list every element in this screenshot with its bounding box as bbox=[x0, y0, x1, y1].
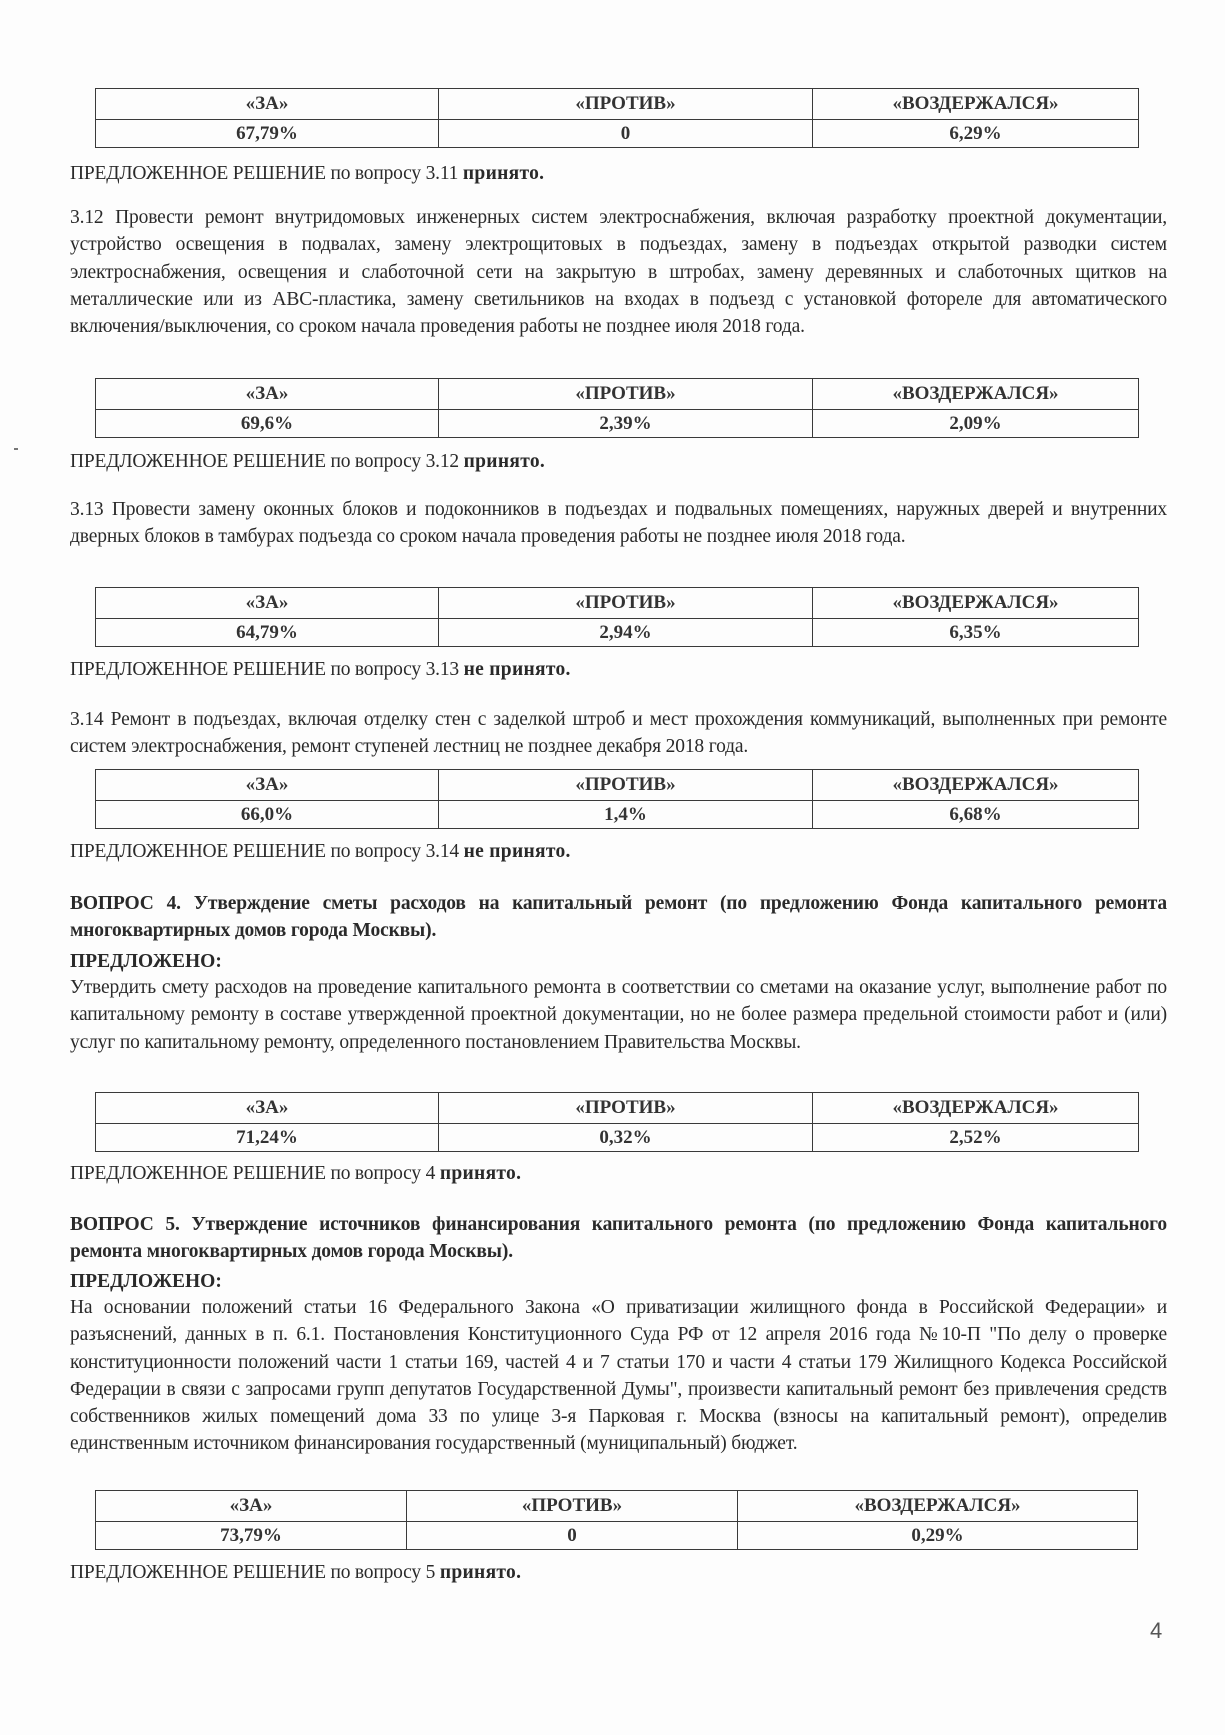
item-3-13-text: 3.13 Провести замену оконных блоков и подоконников в подъездах и подвальных помещениях, наружных дверей и внутренних дверных блоков в тамбурах подъезда со сроком начала проведения работы не позднее июля 2018 года. bbox=[70, 499, 1167, 548]
header-abstain: «ВОЗДЕРЖАЛСЯ» bbox=[738, 1491, 1138, 1522]
vote-against: 0 bbox=[439, 120, 813, 148]
question-4-proposed-label: ПРЕДЛОЖЕНО: bbox=[70, 951, 222, 972]
decision-5 bbox=[70, 1561, 521, 1585]
vote-table-4 bbox=[95, 1092, 1139, 1152]
vote-for: 66,0% bbox=[96, 801, 439, 829]
decision-prefix: ПРЕДЛОЖЕННОЕ РЕШЕНИЕ bbox=[70, 451, 326, 472]
decision-3-13 bbox=[70, 658, 571, 682]
question-4-title: ВОПРОС 4. Утверждение сметы расходов на капитальный ремонт (по предложению Фонда капитального ремонта многоквартирных домов города Москвы). bbox=[70, 893, 1167, 942]
question-4-text: Утвердить смету расходов на проведение капитального ремонта в соответствии со сметами на оказание услуг, выполнение работ по капитальному ремонту в составе утвержденной проектной документации, но не более размера предельной стоимости работ и (или) услуг по капитальному ремонту, определенного постановлением Правительства Москвы. bbox=[70, 977, 1167, 1053]
decision-prefix: ПРЕДЛОЖЕННОЕ РЕШЕНИЕ bbox=[70, 163, 326, 184]
header-for: «ЗА» bbox=[96, 588, 439, 619]
decision-3-11 bbox=[70, 162, 544, 186]
vote-against: 0 bbox=[407, 1522, 738, 1550]
vote-table-3-11 bbox=[95, 88, 1139, 148]
header-for: «ЗА» bbox=[96, 89, 439, 120]
vote-for: 64,79% bbox=[96, 619, 439, 647]
decision-question: по вопросу 3.11 bbox=[325, 163, 463, 184]
decision-prefix: ПРЕДЛОЖЕННОЕ РЕШЕНИЕ bbox=[70, 1163, 326, 1184]
decision-result: принято. bbox=[439, 1163, 522, 1184]
header-abstain: «ВОЗДЕРЖАЛСЯ» bbox=[813, 89, 1139, 120]
decision-question: по вопросу 3.12 bbox=[325, 451, 464, 472]
item-3-14-text: 3.14 Ремонт в подъездах, включая отделку стен с заделкой штроб и мест прохождения коммуникаций, выполненных при ремонте систем электроснабжения, ремонт ступеней лестниц не позднее декабря 2018 года. bbox=[70, 709, 1167, 758]
item-3-12-text: 3.12 Провести ремонт внутридомовых инженерных систем электроснабжения, включая разработку проектной документации, устройство освещения в подвалах, замену электрощитовых в подъездах, замену в подъездах открытой разводки систем электроснабжения, освещения и слаботочной сети на закрытую в штробах, замену деревянных и слаботочных щитков на металлические или из АВС-пластика, замену светильников на входах в подъезд с установкой фотореле для автоматического включения/выключения, со сроком начала проведения работы не позднее июля 2018 года. bbox=[70, 207, 1167, 338]
vote-table-3-12 bbox=[95, 378, 1139, 438]
decision-prefix: ПРЕДЛОЖЕННОЕ РЕШЕНИЕ bbox=[70, 841, 326, 862]
decision-question: по вопросу 3.14 bbox=[325, 841, 464, 862]
vote-abstain: 2,52% bbox=[813, 1124, 1139, 1152]
header-abstain: «ВОЗДЕРЖАЛСЯ» bbox=[813, 770, 1139, 801]
vote-for: 67,79% bbox=[96, 120, 439, 148]
vote-against: 2,39% bbox=[439, 410, 813, 438]
decision-3-12 bbox=[70, 450, 545, 474]
header-abstain: «ВОЗДЕРЖАЛСЯ» bbox=[813, 588, 1139, 619]
vote-table-3-13 bbox=[95, 587, 1139, 647]
decision-result: не принято. bbox=[463, 659, 571, 680]
header-for: «ЗА» bbox=[96, 379, 439, 410]
vote-against: 2,94% bbox=[439, 619, 813, 647]
vote-for: 73,79% bbox=[96, 1522, 407, 1550]
decision-question: по вопросу 5 bbox=[325, 1562, 440, 1583]
decision-prefix: ПРЕДЛОЖЕННОЕ РЕШЕНИЕ bbox=[70, 659, 326, 680]
vote-table-5 bbox=[95, 1490, 1138, 1550]
question-5-title: ВОПРОС 5. Утверждение источников финансирования капитального ремонта (по предложению Фонда капитального ремонта многоквартирных домов города Москвы). bbox=[70, 1214, 1167, 1263]
decision-question: по вопросу 4 bbox=[325, 1163, 440, 1184]
decision-question: по вопросу 3.13 bbox=[325, 659, 464, 680]
vote-abstain: 6,68% bbox=[813, 801, 1139, 829]
header-against: «ПРОТИВ» bbox=[439, 1093, 813, 1124]
vote-abstain: 2,09% bbox=[813, 410, 1139, 438]
page-number: 4 bbox=[1150, 1618, 1163, 1643]
decision-result: не принято. bbox=[463, 841, 571, 862]
header-for: «ЗА» bbox=[96, 1491, 407, 1522]
vote-table-3-14 bbox=[95, 769, 1139, 829]
decision-3-14 bbox=[70, 840, 571, 864]
vote-abstain: 6,29% bbox=[813, 120, 1139, 148]
vote-for: 69,6% bbox=[96, 410, 439, 438]
header-for: «ЗА» bbox=[96, 1093, 439, 1124]
header-against: «ПРОТИВ» bbox=[439, 89, 813, 120]
header-against: «ПРОТИВ» bbox=[439, 379, 813, 410]
header-against: «ПРОТИВ» bbox=[439, 770, 813, 801]
question-5-text: На основании положений статьи 16 Федерального Закона «О приватизации жилищного фонда в Российской Федерации» и разъяснений, данных в п. 6.1. Постановления Конституционного Суда РФ от 12 апреля 2016 года №10-П "По делу о проверке конституционности положений части 1 статьи 169, частей 4 и 7 статьи 170 и части 4 статьи 179 Жилищного Кодекса Российской Федерации в связи с запросами групп депутатов Государственной Думы", произвести капитальный ремонт без привлечения средств собственников жилых помещений дома 33 по улице 3-я Парковая г. Москва (взносы на капитальный ремонт), определив единственным источником финансирования государственный (муниципальный) бюджет. bbox=[70, 1297, 1167, 1455]
vote-against: 0,32% bbox=[439, 1124, 813, 1152]
decision-result: принято. bbox=[462, 163, 545, 184]
decision-result: принято. bbox=[439, 1562, 522, 1583]
vote-abstain: 0,29% bbox=[738, 1522, 1138, 1550]
vote-for: 71,24% bbox=[96, 1124, 439, 1152]
header-abstain: «ВОЗДЕРЖАЛСЯ» bbox=[813, 379, 1139, 410]
vote-abstain: 6,35% bbox=[813, 619, 1139, 647]
header-against: «ПРОТИВ» bbox=[439, 588, 813, 619]
header-abstain: «ВОЗДЕРЖАЛСЯ» bbox=[813, 1093, 1139, 1124]
decision-4 bbox=[70, 1162, 521, 1186]
decision-prefix: ПРЕДЛОЖЕННОЕ РЕШЕНИЕ bbox=[70, 1562, 326, 1583]
question-5-proposed-label: ПРЕДЛОЖЕНО: bbox=[70, 1271, 222, 1292]
decision-result: принято. bbox=[463, 451, 546, 472]
header-against: «ПРОТИВ» bbox=[407, 1491, 738, 1522]
vote-against: 1,4% bbox=[439, 801, 813, 829]
scan-speck bbox=[14, 448, 18, 450]
header-for: «ЗА» bbox=[96, 770, 439, 801]
